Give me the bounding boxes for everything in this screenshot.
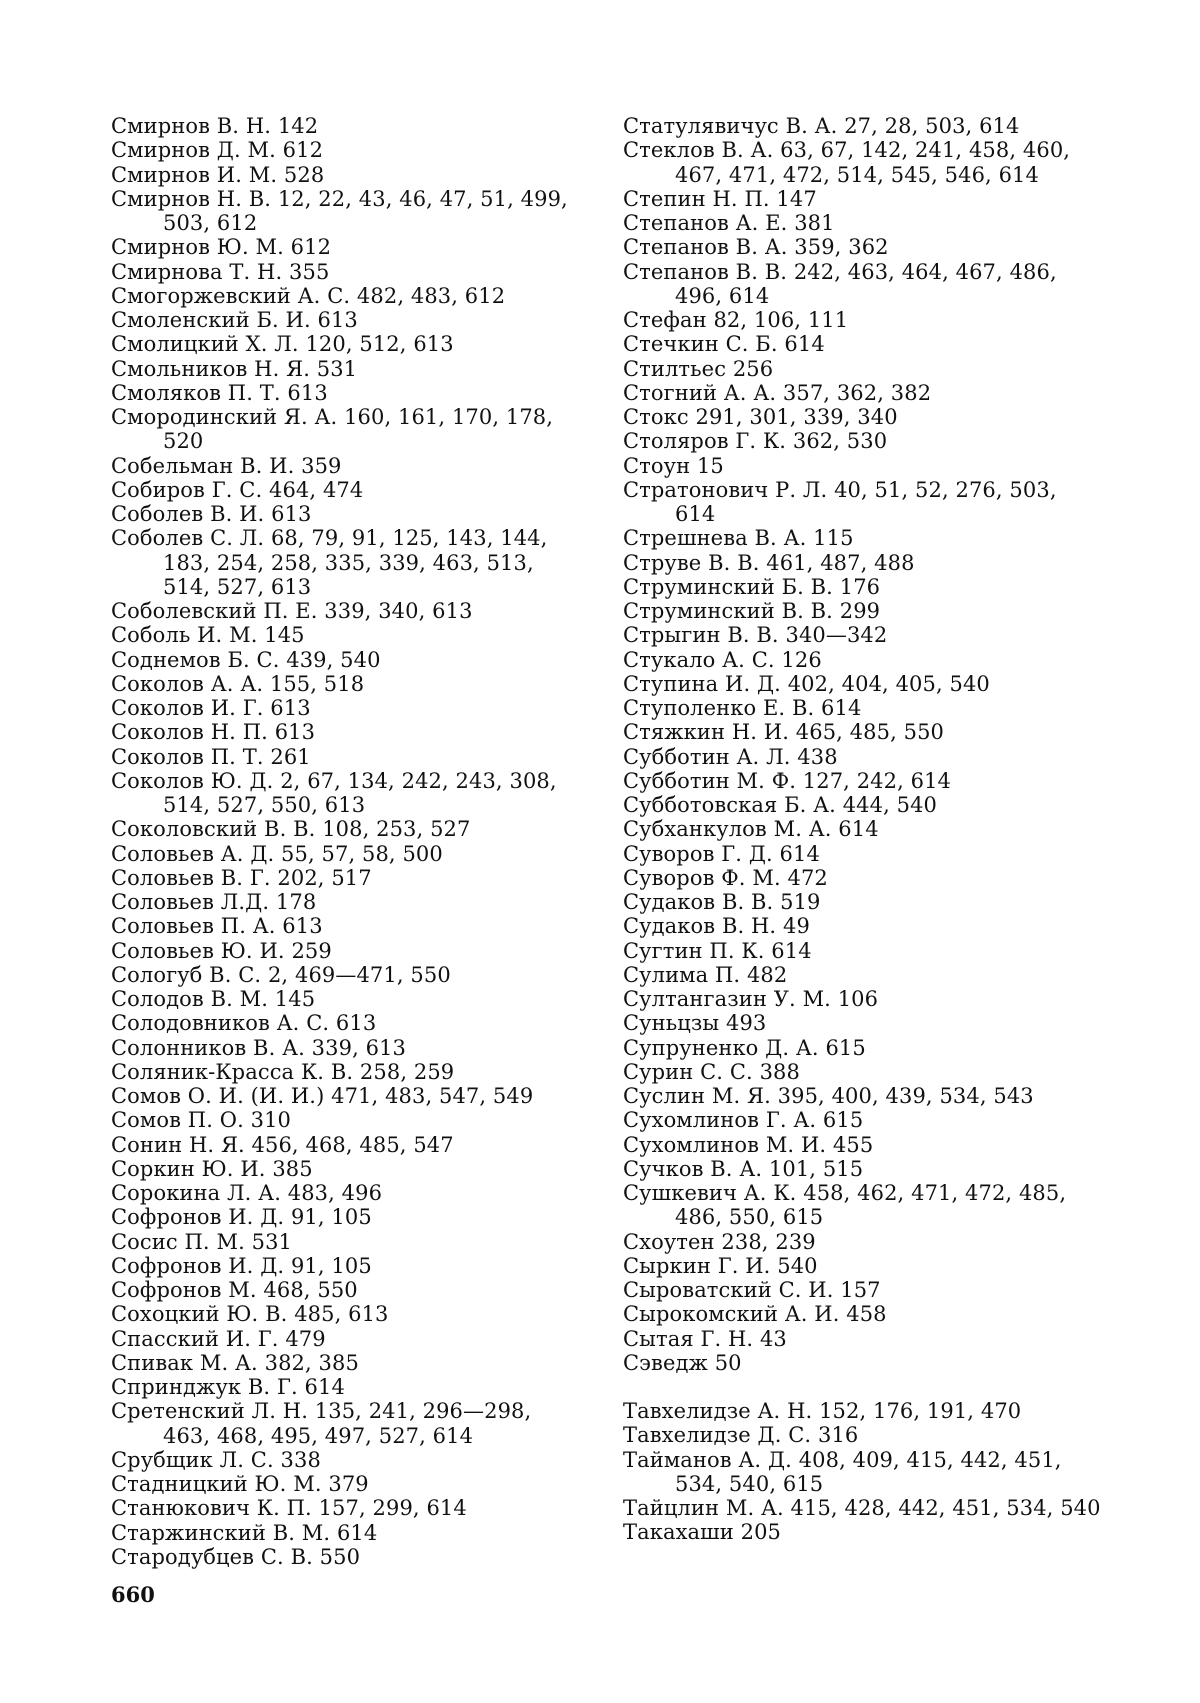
index-entry: Стилтьес 256	[623, 356, 774, 381]
index-entry: Сосис П. М. 531	[111, 1229, 293, 1254]
index-entry: Сэведж 50	[623, 1350, 742, 1375]
index-entry: Сучков В. А. 101, 515	[623, 1156, 864, 1181]
index-entry: Стокс 291, 301, 339, 340	[623, 405, 898, 429]
index-entry: Соловьев А. Д. 55, 57, 58, 500	[111, 841, 443, 866]
index-entry: Тавхелидзе А. Н. 152, 176, 191, 470	[623, 1399, 1022, 1423]
index-entry: Сретенский Л. Н. 135, 241, 296—298, 463, 468, 495, 497, 527, 614	[111, 1399, 532, 1448]
index-entry: Софронов М. 468, 550	[111, 1278, 358, 1302]
index-entry: Сугтин П. К. 614	[623, 938, 812, 963]
index-entry: Смирнов Н. В. 12, 22, 43, 46, 47, 51, 499, 503, 612	[111, 186, 568, 235]
index-entry: Судаков В. В. 519	[623, 890, 821, 914]
index-entry: Соловьев П. А. 613	[111, 914, 323, 939]
index-entry: Соколов И. Г. 613	[111, 696, 311, 720]
index-entry: Собиров Г. С. 464, 474	[111, 477, 364, 502]
index-entry: Смогоржевский А. С. 482, 483, 612	[111, 283, 506, 308]
index-entry: Спасский И. Г. 479	[111, 1326, 326, 1351]
index-entry: Статулявичус В. А. 27, 28, 503, 614	[623, 114, 1020, 138]
index-entry: Смольников Н. Я. 531	[111, 356, 358, 381]
index-entry: Соболь И. М. 145	[111, 623, 305, 648]
index-entry: Стрыгин В. В. 340—342	[623, 623, 888, 648]
index-entry: Старжинский В. М. 614	[111, 1520, 378, 1545]
index-entry: Сырокомский А. И. 458	[623, 1302, 887, 1327]
index-entry: Субботин А. Л. 438	[623, 744, 838, 769]
index-entry: Солонников В. А. 339, 613	[111, 1035, 407, 1060]
index-entry: Смирнов В. Н. 142	[111, 114, 319, 138]
right-index-column	[623, 114, 1101, 1545]
index-entry: Судаков В. Н. 49	[623, 914, 810, 939]
index-entry: Степанов В. В. 242, 463, 464, 467, 486, 496, 614	[623, 259, 1057, 308]
index-entry: Стефан 82, 106, 111	[623, 308, 849, 332]
index-entry: Смирнов Ю. М. 612	[111, 235, 332, 260]
index-entry: Стародубцев С. В. 550	[111, 1544, 361, 1569]
index-entry: Сурин С. С. 388	[623, 1059, 800, 1084]
index-entry: Соколов П. Т. 261	[111, 744, 311, 769]
index-entry: Сытая Г. Н. 43	[623, 1326, 787, 1351]
index-entry: Струминский В. В. 299	[623, 599, 881, 623]
index-entry: Субботовская Б. А. 444, 540	[623, 793, 938, 817]
index-entry: Ступина И. Д. 402, 404, 405, 540	[623, 671, 990, 696]
index-entry: Степанов В. А. 359, 362	[623, 235, 889, 260]
index-entry: Смоленский Б. И. 613	[111, 308, 358, 332]
index-entry: Супруненко Д. А. 615	[623, 1035, 866, 1060]
index-entry: Тайцлин М. А. 415, 428, 442, 451, 534, 540	[623, 1496, 1101, 1520]
index-entry: Сыркин Г. И. 540	[623, 1253, 818, 1278]
index-entry: Такахаши 205	[623, 1520, 782, 1545]
index-entry: Сыроватский С. И. 157	[623, 1278, 881, 1302]
index-entry: Соркин Ю. И. 385	[111, 1156, 313, 1181]
index-entry: Солодов В. М. 145	[111, 987, 316, 1011]
index-entry: Сухомлинов М. И. 455	[623, 1132, 874, 1157]
left-index-column	[111, 114, 581, 1569]
section-gap	[623, 1375, 1101, 1399]
index-entry: Собельман В. И. 359	[111, 453, 342, 478]
index-entry: Стадницкий Ю. М. 379	[111, 1472, 369, 1496]
index-entry: Сухомлинов Г. А. 615	[623, 1108, 864, 1133]
index-entry: Сулима П. 482	[623, 962, 788, 987]
index-entry: Смирнов И. М. 528	[111, 162, 325, 187]
index-entry: Сонин Н. Я. 456, 468, 485, 547	[111, 1132, 454, 1157]
index-entry: Станюкович К. П. 157, 299, 614	[111, 1496, 467, 1521]
index-entry: Сологуб В. С. 2, 469—471, 550	[111, 962, 451, 987]
index-entry: Соболевский П. Е. 339, 340, 613	[111, 599, 473, 623]
index-entry: Сушкевич А. К. 458, 462, 471, 472, 485, 486, 550, 615	[623, 1181, 1067, 1230]
index-entry: Сохоцкий Ю. В. 485, 613	[111, 1302, 389, 1327]
index-entry: Соколов Ю. Д. 2, 67, 134, 242, 243, 308, 514, 527, 550, 613	[111, 768, 557, 817]
index-entry: Ступоленко Е. В. 614	[623, 696, 862, 720]
index-entry: Сорокина Л. А. 483, 496	[111, 1181, 383, 1205]
index-entry: Тайманов А. Д. 408, 409, 415, 442, 451, 534, 540, 615	[623, 1447, 1062, 1496]
index-entry: Струве В. В. 461, 487, 488	[623, 550, 915, 575]
index-entry: Соловьев Ю. И. 259	[111, 938, 332, 963]
index-entry: Солодовников А. С. 613	[111, 1011, 377, 1036]
index-entry: Столяров Г. К. 362, 530	[623, 429, 888, 454]
index-entry: Сомов О. И. (И. И.) 471, 483, 547, 549	[111, 1084, 534, 1108]
index-entry: Смоляков П. Т. 613	[111, 380, 328, 405]
index-entry: Стрешнева В. А. 115	[623, 526, 854, 551]
index-entry: Стогний А. А. 357, 362, 382	[623, 380, 932, 405]
index-entry: Смирнова Т. Н. 355	[111, 259, 330, 284]
index-entry: Сомов П. О. 310	[111, 1108, 291, 1133]
index-entry: Соднемов Б. С. 439, 540	[111, 647, 381, 672]
index-entry: Соколовский В. В. 108, 253, 527	[111, 817, 471, 842]
index-entry: Смолицкий Х. Л. 120, 512, 613	[111, 332, 454, 357]
index-entry: Соболев В. И. 613	[111, 502, 312, 526]
index-entry: Суньцзы 493	[623, 1011, 767, 1036]
index-entry: Софронов И. Д. 91, 105	[111, 1253, 372, 1278]
index-entry: Соколов Н. П. 613	[111, 720, 316, 745]
index-entry: Смородинский Я. А. 160, 161, 170, 178, 520	[111, 405, 554, 454]
index-entry: Суворов Ф. М. 472	[623, 865, 828, 890]
index-entry: Спринджук В. Г. 614	[111, 1375, 345, 1399]
index-entry: Степин Н. П. 147	[623, 186, 817, 211]
index-entry: Субботин М. Ф. 127, 242, 614	[623, 768, 952, 793]
index-entry: Софронов И. Д. 91, 105	[111, 1205, 372, 1230]
index-entry: Стукало А. С. 126	[623, 647, 822, 672]
page-number: 660	[111, 1582, 155, 1607]
index-entry: Струминский Б. В. 176	[623, 574, 881, 599]
index-entry: Соколов А. А. 155, 518	[111, 671, 365, 696]
index-entry: Спивак М. А. 382, 385	[111, 1350, 359, 1375]
index-entry: Стечкин С. Б. 614	[623, 332, 825, 357]
index-entry: Соловьев В. Г. 202, 517	[111, 865, 372, 890]
index-entry: Стеклов В. А. 63, 67, 142, 241, 458, 460, 467, 471, 472, 514, 545, 546, 614	[623, 138, 1071, 187]
index-entry: Стоун 15	[623, 453, 724, 478]
index-entry: Соловьев Л.Д. 178	[111, 890, 317, 914]
index-entry: Смирнов Д. М. 612	[111, 138, 324, 163]
index-entry: Суслин М. Я. 395, 400, 439, 534, 543	[623, 1084, 1034, 1108]
index-entry: Стратонович Р. Л. 40, 51, 52, 276, 503, 614	[623, 477, 1057, 526]
index-entry: Схоутен 238, 239	[623, 1229, 816, 1254]
index-entry: Соболев С. Л. 68, 79, 91, 125, 143, 144, 183, 254, 258, 335, 339, 463, 513, 514, 527, 613	[111, 526, 548, 599]
index-entry: Султангазин У. М. 106	[623, 987, 879, 1011]
index-entry: Степанов А. Е. 381	[623, 211, 835, 235]
index-entry: Стяжкин Н. И. 465, 485, 550	[623, 720, 945, 745]
index-entry: Тавхелидзе Д. С. 316	[623, 1423, 859, 1448]
index-entry: Соляник-Красса К. В. 258, 259	[111, 1059, 455, 1084]
index-entry: Субханкулов М. А. 614	[623, 817, 879, 842]
index-entry: Суворов Г. Д. 614	[623, 841, 820, 866]
index-entry: Срубщик Л. С. 338	[111, 1447, 321, 1472]
